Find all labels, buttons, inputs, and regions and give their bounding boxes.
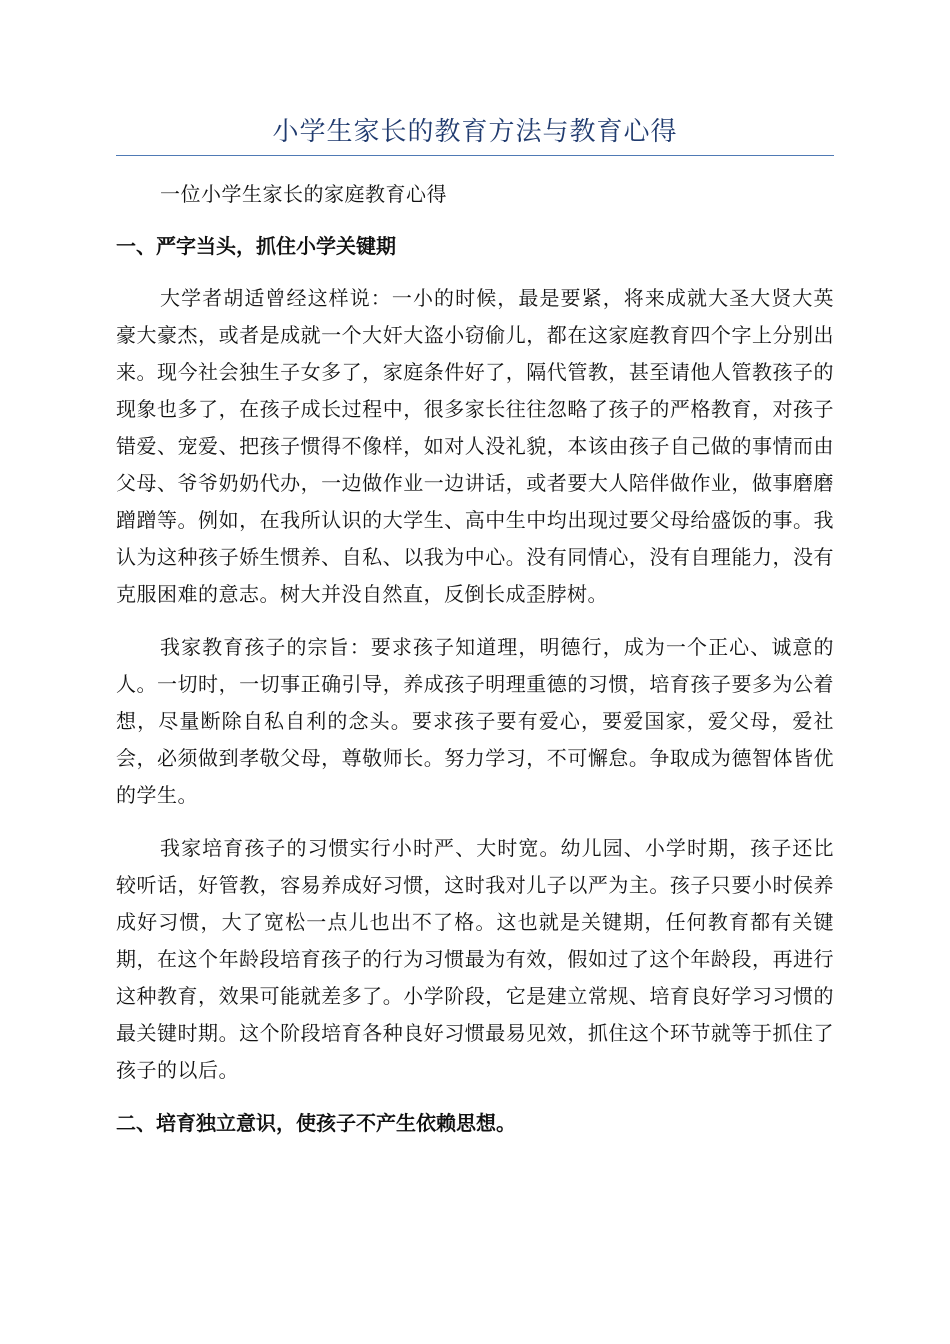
document-page (116, 110, 834, 1141)
section-heading-2: 二、培育独立意识，使孩子不产生依赖思想。 (116, 1111, 516, 1135)
paragraph-1: 大学者胡适曾经这样说：一小的时候，最是要紧，将来成就大圣大贤大英豪大豪杰，或者是成就一个大奸大盗小窃偷儿，都在这家庭教育四个字上分别出来。现今社会独生子女多了，家庭条件好了，隔代管教，甚至请他人管教孩子的现象也多了，在孩子成长过程中，很多家长往往忽略了孩子的严格教育，对孩子错爱、宠爱、把孩子惯得不像样，如对人没礼貌，本该由孩子自己做的事情而由父母、爷爷奶奶代办，一边做作业一边讲话，或者要大人陪伴做作业，做事磨磨蹭蹭等。例如，在我所认识的大学生、高中生中均出现过要父母给盛饭的事。我认为这种孩子娇生惯养、自私、以我为中心。没有同情心，没有自理能力，没有克服困难的意志。树大并没自然直，反倒长成歪脖树。 (116, 286, 834, 606)
document-subtitle: 一位小学生家长的家庭教育心得 (160, 182, 447, 206)
paragraph-2: 我家教育孩子的宗旨：要求孩子知道理，明德行，成为一个正心、诚意的人。一切时，一切事正确引导，养成孩子明理重德的习惯，培育孩子要多为公着想，尽量断除自私自利的念头。要求孩子要有爱心，要爱国家，爱父母，爱社会，必须做到孝敬父母，尊敬师长。努力学习，不可懈怠。争取成为德智体皆优的学生。 (116, 635, 834, 807)
section-heading-1: 一、严字当头，抓住小学关键期 (116, 234, 396, 258)
document-title: 小学生家长的教育方法与教育心得 (116, 110, 834, 156)
paragraph-3: 我家培育孩子的习惯实行小时严、大时宽。幼儿园、小学时期，孩子还比较听话，好管教，容易养成好习惯，这时我对儿子以严为主。孩子只要小时侯养成好习惯，大了宽松一点儿也出不了格。这也就是关键期，任何教育都有关键期，在这个年龄段培育孩子的行为习惯最为有效，假如过了这个年龄段，再进行这种教育，效果可能就差多了。小学阶段，它是建立常规、培育良好学习习惯的最关键时期。这个阶段培育各种良好习惯最易见效，抓住这个环节就等于抓住了孩子的以后。 (116, 836, 834, 1082)
